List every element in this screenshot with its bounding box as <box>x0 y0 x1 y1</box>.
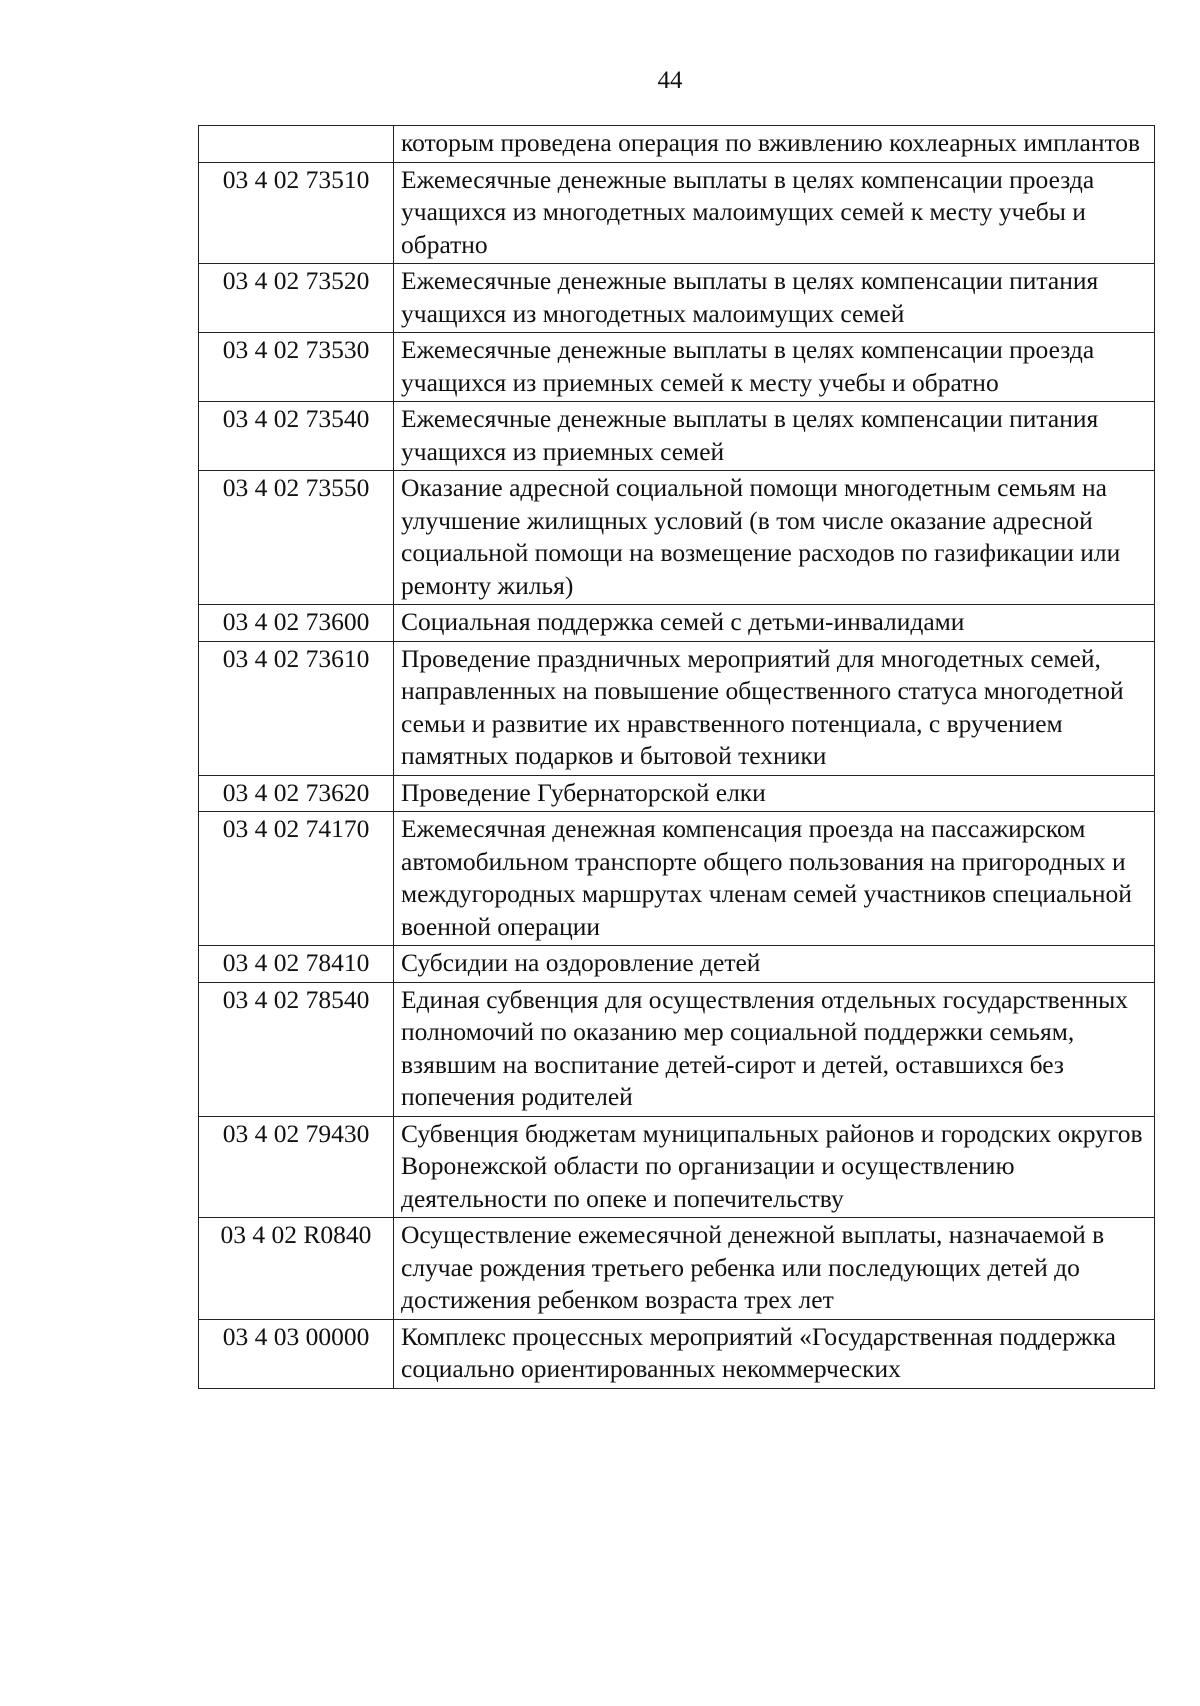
code-cell: 03 4 02 78410 <box>199 946 394 983</box>
code-cell: 03 4 02 73620 <box>199 775 394 812</box>
code-cell: 03 4 03 00000 <box>199 1319 394 1388</box>
code-cell: 03 4 02 73510 <box>199 162 394 264</box>
description-cell: Ежемесячные денежные выплаты в целях компенсации проезда учащихся из многодетных малоимущих семей к месту учебы и обратно <box>394 162 1155 264</box>
description-cell: Социальная поддержка семей с детьми-инвалидами <box>394 605 1155 642</box>
table-row <box>199 162 1155 264</box>
code-cell <box>199 126 394 163</box>
classification-table <box>198 125 1155 1389</box>
code-cell: 03 4 02 78540 <box>199 982 394 1116</box>
code-cell: 03 4 02 73600 <box>199 605 394 642</box>
description-cell: которым проведена операция по вживлению кохлеарных имплантов <box>394 126 1155 163</box>
code-cell: 03 4 02 73530 <box>199 333 394 402</box>
description-cell: Единая субвенция для осуществления отдельных государственных полномочий по оказанию мер социальной поддержки семьям, взявшим на воспитание детей-сирот и детей, оставшихся без попечения родителей <box>394 982 1155 1116</box>
table-row <box>199 982 1155 1116</box>
description-cell: Ежемесячные денежные выплаты в целях компенсации питания учащихся из приемных семей <box>394 402 1155 471</box>
code-cell: 03 4 02 73550 <box>199 471 394 605</box>
description-cell: Оказание адресной социальной помощи многодетным семьям на улучшение жилищных условий (в том числе оказание адресной социальной помощи на возмещение расходов по газификации или ремонту жилья) <box>394 471 1155 605</box>
table-row <box>199 946 1155 983</box>
code-cell: 03 4 02 73520 <box>199 264 394 333</box>
description-cell: Проведение Губернаторской елки <box>394 775 1155 812</box>
code-cell: 03 4 02 74170 <box>199 812 394 946</box>
table-row <box>199 775 1155 812</box>
description-cell: Комплекс процессных мероприятий «Государственная поддержка социально ориентированных некоммерческих <box>394 1319 1155 1388</box>
table-row <box>199 402 1155 471</box>
code-cell: 03 4 02 73540 <box>199 402 394 471</box>
table-row <box>199 812 1155 946</box>
code-cell: 03 4 02 R0840 <box>199 1218 394 1320</box>
page-number: 44 <box>657 67 683 94</box>
description-cell: Ежемесячная денежная компенсация проезда на пассажирском автомобильном транспорте общего пользования на пригородных и междугородных маршрутах членам семей участников специальной военной операции <box>394 812 1155 946</box>
table-row <box>199 1116 1155 1218</box>
table-row <box>199 126 1155 163</box>
table-row <box>199 471 1155 605</box>
table-row <box>199 333 1155 402</box>
description-cell: Ежемесячные денежные выплаты в целях компенсации проезда учащихся из приемных семей к месту учебы и обратно <box>394 333 1155 402</box>
table-row <box>199 605 1155 642</box>
table-row <box>199 264 1155 333</box>
description-cell: Субсидии на оздоровление детей <box>394 946 1155 983</box>
code-cell: 03 4 02 79430 <box>199 1116 394 1218</box>
code-cell: 03 4 02 73610 <box>199 641 394 775</box>
table-row <box>199 641 1155 775</box>
description-cell: Субвенция бюджетам муниципальных районов и городских округов Воронежской области по организации и осуществлению деятельности по опеке и попечительству <box>394 1116 1155 1218</box>
table-row <box>199 1319 1155 1388</box>
description-cell: Ежемесячные денежные выплаты в целях компенсации питания учащихся из многодетных малоимущих семей <box>394 264 1155 333</box>
table-row <box>199 1218 1155 1320</box>
description-cell: Осуществление ежемесячной денежной выплаты, назначаемой в случае рождения третьего ребенка или последующих детей до достижения ребенком возраста трех лет <box>394 1218 1155 1320</box>
description-cell: Проведение праздничных мероприятий для многодетных семей, направленных на повышение общественного статуса многодетной семьи и развитие их нравственного потенциала, с вручением памятных подарков и бытовой техники <box>394 641 1155 775</box>
